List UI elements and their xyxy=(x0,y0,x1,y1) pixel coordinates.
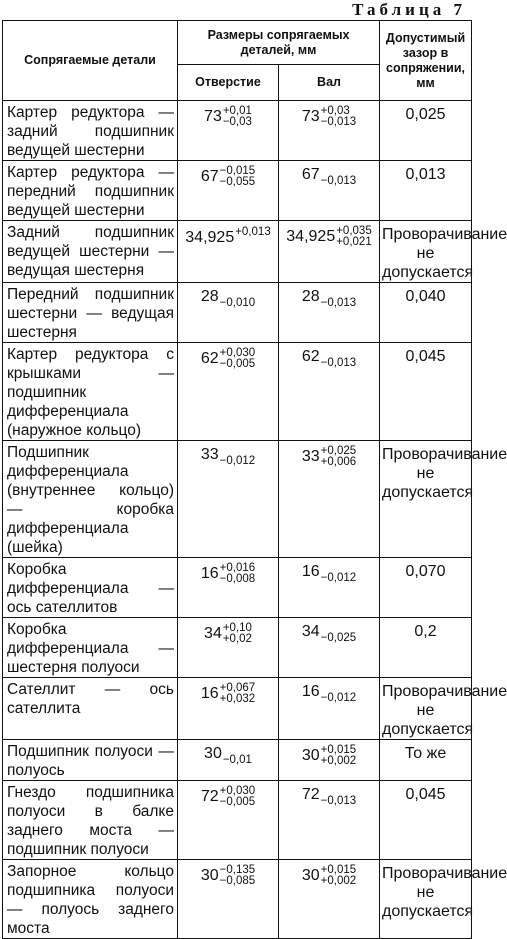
header-gap: Допустимый зазор в сопряжении, мм xyxy=(380,21,472,101)
nominal-size: 28 xyxy=(301,288,320,305)
mating-parts: Подшипник полуоси — полуось xyxy=(3,740,178,781)
shaft-size xyxy=(279,101,380,161)
mating-parts: Сателлит — ось сателлита xyxy=(3,678,178,740)
tolerance xyxy=(220,166,256,188)
allowed-gap: То же xyxy=(380,740,472,781)
nominal-size: 16 xyxy=(200,685,219,702)
tolerance xyxy=(223,623,252,645)
nominal-size: 73 xyxy=(301,108,320,125)
allowed-gap: Проворачивание не допускается xyxy=(380,441,472,558)
shaft-size xyxy=(279,618,380,678)
hole-size xyxy=(178,343,279,441)
nominal-size: 30 xyxy=(301,747,320,764)
nominal-size: 67 xyxy=(301,166,320,183)
tolerance xyxy=(220,348,256,370)
lower-deviation: −0,01 xyxy=(222,754,252,767)
lower-deviation: −0,013 xyxy=(320,357,357,370)
tolerance xyxy=(321,865,357,887)
nominal-size: 33 xyxy=(301,448,320,465)
tolerance xyxy=(321,106,357,128)
nominal-size: 16 xyxy=(301,563,320,580)
lower-deviation: +0,02 xyxy=(222,633,252,645)
nominal-size: 34,925 xyxy=(286,228,336,245)
upper-deviation: +0,013 xyxy=(235,226,271,238)
table-row xyxy=(3,678,472,740)
lower-deviation: −0,005 xyxy=(219,796,256,808)
nominal-size: 34 xyxy=(301,623,320,640)
lower-deviation: −0,012 xyxy=(320,572,357,585)
mating-parts: Гнездо подшипника полуоси в балке заднего моста — подшипник полуоси xyxy=(3,781,178,860)
hole-size xyxy=(178,558,279,618)
lower-deviation: −0,013 xyxy=(320,116,357,128)
hole-size xyxy=(178,678,279,740)
upper-deviation: +0,015 xyxy=(320,864,357,876)
table-row xyxy=(3,558,472,618)
lower-deviation: −0,013 xyxy=(320,175,357,188)
shaft-size xyxy=(279,558,380,618)
table-caption: Таблица 7 xyxy=(352,0,466,19)
upper-deviation: +0,01 xyxy=(222,105,252,117)
header-parts: Сопрягаемые детали xyxy=(3,21,178,101)
upper-deviation: +0,015 xyxy=(320,744,357,756)
hole-size xyxy=(178,101,279,161)
lower-deviation: −0,010 xyxy=(219,297,256,310)
upper-deviation: +0,03 xyxy=(320,105,350,117)
nominal-size: 73 xyxy=(204,108,222,125)
lower-deviation: −0,012 xyxy=(219,455,256,468)
shaft-size xyxy=(279,221,380,283)
table-body xyxy=(3,101,507,939)
nominal-size: 72 xyxy=(301,786,320,803)
lower-deviation: −0,013 xyxy=(320,795,357,808)
header-hole: Отверстие xyxy=(178,65,279,101)
nominal-size: 34 xyxy=(204,625,222,642)
nominal-size: 62 xyxy=(301,348,320,365)
mating-parts: Подшипник дифференциала (внутреннее кольцо) — коробка дифференциала (шейка) xyxy=(3,441,178,558)
nominal-size: 72 xyxy=(200,788,219,805)
shaft-size xyxy=(279,860,380,939)
hole-size xyxy=(178,161,279,221)
table-row xyxy=(3,740,472,781)
table-row xyxy=(3,343,472,441)
shaft-size xyxy=(279,678,380,740)
lower-deviation: −0,03 xyxy=(222,116,252,128)
lower-deviation: +0,006 xyxy=(320,456,357,468)
tolerance xyxy=(220,683,256,705)
tolerance xyxy=(321,446,357,468)
table-header xyxy=(3,21,472,101)
header-shaft: Вал xyxy=(279,65,380,101)
table-row xyxy=(3,860,472,939)
upper-deviation: +0,067 xyxy=(219,682,256,694)
nominal-size: 62 xyxy=(200,350,219,367)
tolerance xyxy=(321,745,357,767)
mating-parts: Запорное кольцо подшипника полуоси — полуось заднего моста xyxy=(3,860,178,939)
nominal-size: 16 xyxy=(301,683,320,700)
table-row xyxy=(3,618,472,678)
allowed-gap: 0,045 xyxy=(380,781,472,860)
allowed-gap: 0,025 xyxy=(380,101,472,161)
tolerance xyxy=(223,106,252,128)
nominal-size: 30 xyxy=(200,867,219,884)
upper-deviation: −0,015 xyxy=(219,165,256,177)
lower-deviation: +0,002 xyxy=(320,755,357,767)
allowed-gap: Проворачивание не допускается xyxy=(380,221,472,283)
mating-parts: Картер редуктора с крышками — подшипник дифференциала (наружное кольцо) xyxy=(3,343,178,441)
mating-parts: Коробка дифференциала — ось сателлитов xyxy=(3,558,178,618)
shaft-size xyxy=(279,343,380,441)
table-row xyxy=(3,101,472,161)
hole-size xyxy=(178,221,279,283)
upper-deviation: +0,016 xyxy=(219,562,256,574)
mating-parts: Картер редуктора — задний подшипник ведущей шестерни xyxy=(3,101,178,161)
hole-size xyxy=(178,618,279,678)
allowed-gap: 0,045 xyxy=(380,343,472,441)
table-row xyxy=(3,161,472,221)
upper-deviation: +0,030 xyxy=(219,347,256,359)
lower-deviation: −0,012 xyxy=(320,692,357,705)
table-row xyxy=(3,221,472,283)
allowed-gap: Проворачивание не допускается xyxy=(380,860,472,939)
hole-size xyxy=(178,860,279,939)
allowed-gap: 0,070 xyxy=(380,558,472,618)
mating-parts: Коробка дифференциала — шестерня полуоси xyxy=(3,618,178,678)
nominal-size: 30 xyxy=(204,745,222,762)
upper-deviation: +0,030 xyxy=(219,785,256,797)
header-sizes: Размеры сопрягаемых деталей, мм xyxy=(178,21,380,65)
allowed-gap: 0,013 xyxy=(380,161,472,221)
upper-deviation: +0,025 xyxy=(320,445,357,457)
hole-size xyxy=(178,781,279,860)
lower-deviation: −0,025 xyxy=(320,632,357,645)
table-row xyxy=(3,781,472,860)
shaft-size xyxy=(279,283,380,343)
upper-deviation: −0,135 xyxy=(219,864,256,876)
mating-parts: Задний подшипник ведущей шестерни — ведущая шестерня xyxy=(3,221,178,283)
lower-deviation: −0,008 xyxy=(219,573,256,585)
nominal-size: 67 xyxy=(200,168,219,185)
hole-size xyxy=(178,740,279,781)
table-row xyxy=(3,441,472,558)
table-row xyxy=(3,283,472,343)
shaft-size xyxy=(279,441,380,558)
tolerance xyxy=(220,786,256,808)
tolerance xyxy=(220,865,256,887)
shaft-size xyxy=(279,740,380,781)
lower-deviation: −0,013 xyxy=(320,297,357,310)
allowed-gap: 0,2 xyxy=(380,618,472,678)
mating-parts: Картер редуктора — передний подшипник ведущей шестерни xyxy=(3,161,178,221)
lower-deviation: −0,005 xyxy=(219,358,256,370)
hole-size xyxy=(178,441,279,558)
shaft-size xyxy=(279,161,380,221)
lower-deviation: +0,021 xyxy=(336,236,372,248)
lower-deviation: +0,002 xyxy=(320,875,357,887)
nominal-size: 16 xyxy=(200,565,219,582)
lower-deviation: −0,085 xyxy=(219,875,256,887)
tolerance xyxy=(220,563,256,585)
lower-deviation: +0,032 xyxy=(219,693,256,705)
allowed-gap: Проворачивание не допускается xyxy=(380,678,472,740)
upper-deviation: +0,10 xyxy=(222,622,252,634)
mating-parts: Передний подшипник шестерни — ведущая шестерня xyxy=(3,283,178,343)
nominal-size: 34,925 xyxy=(185,228,235,246)
shaft-size xyxy=(279,781,380,860)
nominal-size: 33 xyxy=(200,446,219,463)
upper-deviation: +0,035 xyxy=(336,225,372,237)
hole-size xyxy=(178,283,279,343)
fit-table xyxy=(2,20,507,939)
nominal-size: 30 xyxy=(301,867,320,884)
tolerance xyxy=(336,226,372,248)
nominal-size: 28 xyxy=(200,288,219,305)
allowed-gap: 0,040 xyxy=(380,283,472,343)
lower-deviation: −0,055 xyxy=(219,176,256,188)
